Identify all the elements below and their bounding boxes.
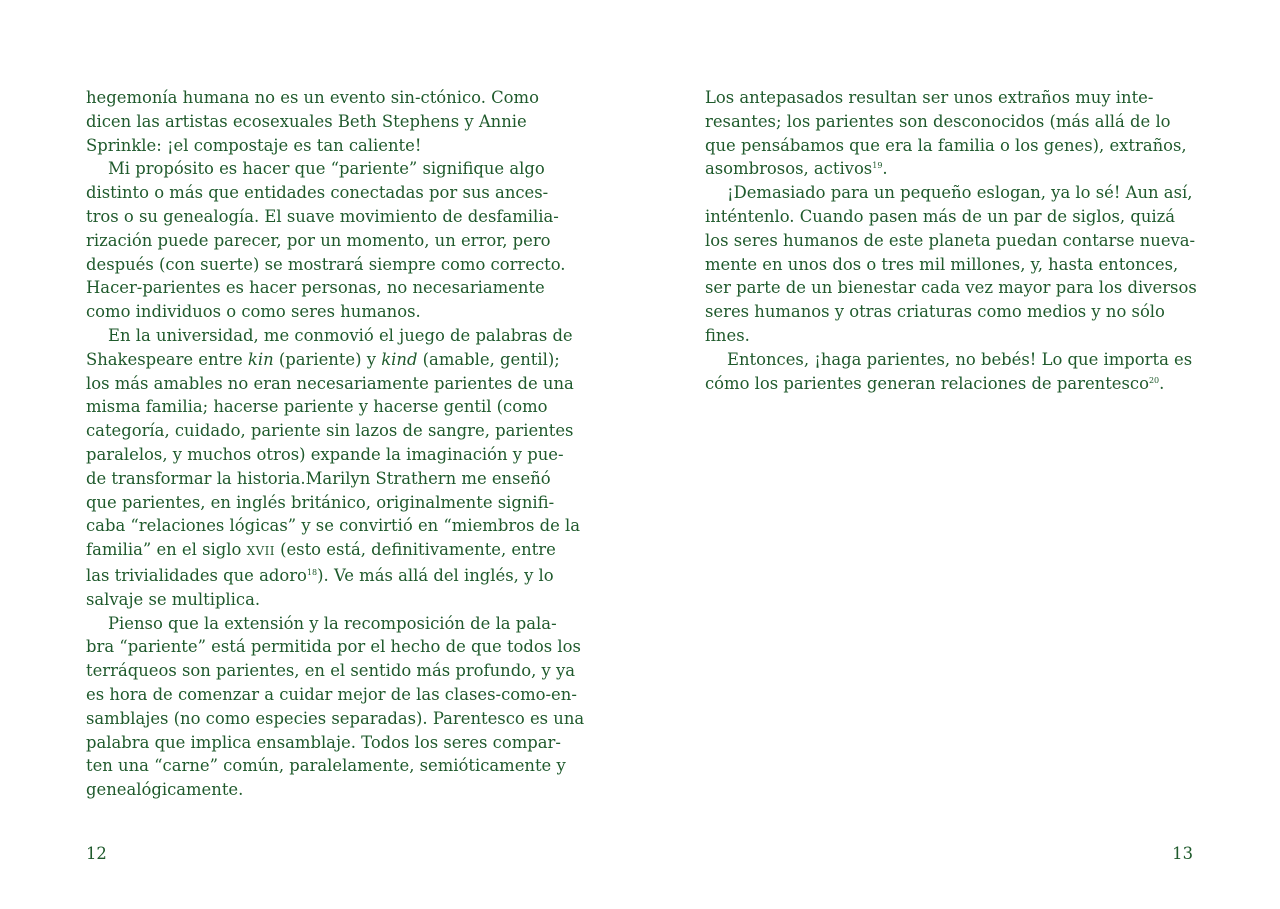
text-line: Pienso que la extensión y la recomposición de la pala-: [108, 613, 557, 633]
footnote-marker: 19: [872, 161, 883, 171]
text-line: de transformar la historia.Marilyn Strathern me enseñó: [86, 468, 551, 488]
text-line: [705, 157, 1193, 181]
century-numeral: XVII: [246, 544, 275, 559]
left-page: [86, 86, 585, 802]
text-line: Hacer-parientes es hacer personas, no necesariamente: [86, 278, 545, 298]
text-line: tros o su genealogía. El suave movimiento de desfamilia-: [86, 206, 559, 226]
text-line: ser parte de un bienestar cada vez mayor para los diversos: [705, 278, 1197, 298]
text-line: resantes; los parientes son desconocidos (más allá de lo: [705, 111, 1171, 131]
text-line: ten una “carne” común, paralelamente, semióticamente y: [86, 756, 566, 776]
text-line: después (con suerte) se mostrará siempre como correcto.: [86, 254, 566, 274]
text-line: misma familia; hacerse pariente y hacerse gentil (como: [86, 397, 548, 417]
text-line: Mi propósito es hacer que “pariente” signifique algo: [108, 159, 545, 179]
text-line: inténtenlo. Cuando pasen más de un par de siglos, quizá: [705, 206, 1176, 226]
italic-term: kin: [247, 349, 274, 369]
text-line: fines.: [705, 325, 750, 345]
text-line: bra “pariente” está permitida por el hecho de que todos los: [86, 637, 581, 657]
text-line: distinto o más que entidades conectadas por sus ances-: [86, 183, 549, 203]
text-line: Sprinkle: ¡el compostaje es tan caliente!: [86, 135, 422, 155]
text-line: [86, 538, 578, 564]
italic-term: kind: [381, 349, 418, 369]
text-segment: (esto está, definitivamente, entre: [274, 540, 556, 560]
right-page: [705, 86, 1197, 395]
text-segment: .: [882, 159, 888, 179]
text-line: [705, 372, 1193, 396]
text-line: genealógicamente.: [86, 780, 244, 800]
text-line: dicen las artistas ecosexuales Beth Stephens y Annie: [86, 111, 527, 131]
right-page-body-text: [705, 86, 1197, 395]
text-line: hegemonía humana no es un evento sin-ctónico. Como: [86, 88, 539, 107]
right-page-number: 13: [1172, 844, 1193, 863]
text-line: categoría, cuidado, pariente sin lazos de sangre, parientes: [86, 421, 574, 441]
text-segment: (amable, gentil);: [417, 349, 560, 369]
footnote-marker: 18: [306, 567, 318, 577]
text-segment: ). Ve más allá del inglés, y lo: [317, 565, 554, 585]
text-segment: familia” en el siglo: [86, 540, 247, 560]
text-segment: cómo los parientes generan relaciones de parentesco: [705, 373, 1149, 393]
footnote-marker: 20: [1148, 375, 1160, 385]
text-line: [86, 564, 578, 588]
text-line: que parientes, en inglés británico, originalmente signifi-: [86, 492, 555, 512]
text-line: Los antepasados resultan ser unos extraños muy inte-: [705, 88, 1154, 107]
text-line: paralelos, y muchos otros) expande la imaginación y pue-: [86, 444, 564, 464]
text-line: caba “relaciones lógicas” y se convirtió en “miembros de la: [86, 516, 581, 536]
text-segment: las trivialidades que adoro: [86, 565, 307, 585]
text-line: los seres humanos de este planeta puedan contarse nueva-: [705, 230, 1196, 250]
text-line: mente en unos dos o tres mil millones, y, hasta entonces,: [705, 254, 1179, 274]
text-line: ¡Demasiado para un pequeño eslogan, ya lo sé! Aun así,: [727, 183, 1193, 203]
text-line: salvaje se multiplica.: [86, 589, 261, 609]
text-line: [86, 348, 578, 372]
text-segment: .: [1159, 373, 1165, 393]
text-segment: (pariente) y: [273, 349, 382, 369]
text-line: samblajes (no como especies separadas). Parentesco es una: [86, 708, 585, 728]
text-line: Entonces, ¡haga parientes, no bebés! Lo que importa es: [727, 349, 1193, 369]
text-line: terráqueos son parientes, en el sentido más profundo, y ya: [86, 661, 576, 681]
text-line: [86, 324, 578, 348]
text-line: es hora de comenzar a cuidar mejor de las clases-como-en-: [86, 684, 577, 704]
text-segment: Shakespeare entre: [86, 349, 248, 369]
text-line: los más amables no eran necesariamente parientes de una: [86, 373, 574, 393]
text-line: que pensábamos que era la familia o los genes), extraños,: [705, 135, 1187, 155]
text-line: seres humanos y otras criaturas como medios y no sólo: [705, 302, 1165, 322]
text-segment: En la universidad, me conmovió el juego de palabras de: [108, 325, 573, 345]
text-line: palabra que implica ensamblaje. Todos los seres compar-: [86, 732, 561, 752]
left-page-body-text: [86, 86, 585, 802]
left-page-number: 12: [86, 844, 107, 863]
text-segment: asombrosos, activos: [705, 159, 873, 179]
text-line: rización puede parecer, por un momento, un error, pero: [86, 230, 551, 250]
text-line: como individuos o como seres humanos.: [86, 302, 421, 322]
